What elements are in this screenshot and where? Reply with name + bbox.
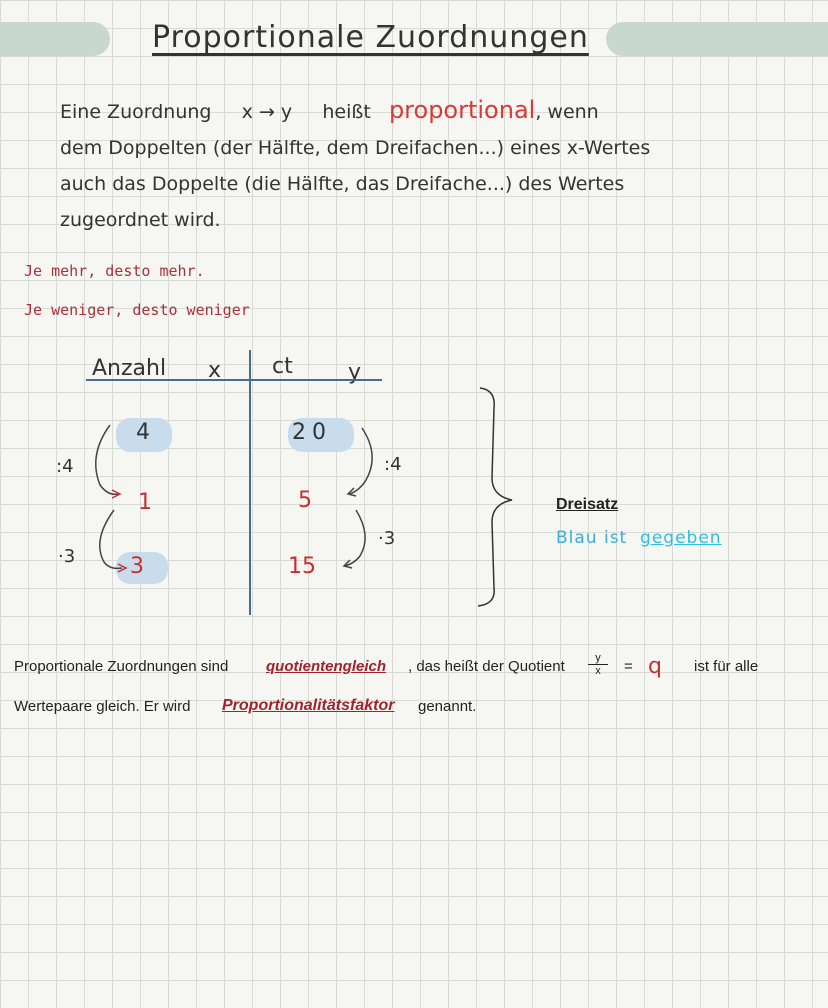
mapping-notation: x → y: [241, 101, 293, 123]
left-op-multiply: ·3: [58, 546, 76, 567]
blau-note: [556, 528, 722, 548]
right-op-multiply: ·3: [378, 528, 396, 549]
x-value-2: 1: [138, 490, 152, 515]
equals-sign: =: [624, 658, 633, 675]
statement-text-1: Proportionale Zuordnungen sind: [14, 658, 229, 675]
header-y-var: y: [348, 360, 362, 385]
x-value-1: 4: [136, 420, 150, 445]
right-op-divide: :4: [384, 454, 402, 475]
definition-text: heißt: [322, 101, 371, 123]
statement-text-2: , das heißt der Quotient: [408, 658, 565, 675]
page-title: Proportionale Zuordnungen: [152, 20, 589, 55]
fraction-numerator: y: [595, 652, 601, 664]
definition-text: , wenn: [535, 101, 599, 123]
quotient-fraction: [588, 652, 608, 677]
keyword-proportional: proportional: [388, 96, 536, 124]
x-value-3: 3: [130, 554, 144, 579]
blau-prefix: Blau ist: [556, 528, 628, 548]
statement-text-3: ist für alle: [694, 658, 759, 675]
definition-text: Eine Zuordnung: [60, 101, 212, 123]
definition-line-3: auch das Doppelte (die Hälfte, das Dreifache...) des Wertes: [60, 173, 625, 195]
keyword-quotientengleich: quotientengleich: [266, 658, 386, 675]
header-x-var: x: [208, 358, 222, 383]
y-value-3: 15: [288, 554, 316, 579]
definition-line-4: zugeordnet wird.: [60, 209, 221, 231]
note-more: Je mehr, desto mehr.: [24, 262, 205, 280]
definition-line-2: dem Doppelten (der Hälfte, dem Dreifachen...) eines x-Wertes: [60, 137, 651, 159]
y-value-1: 20: [292, 420, 332, 445]
dreisatz-label: Dreisatz: [556, 496, 619, 513]
header-y-label: ct: [272, 354, 293, 379]
note-less: Je weniger, desto weniger: [24, 301, 250, 319]
factor-q: q: [648, 654, 662, 679]
statement-text-4: Wertepaare gleich. Er wird: [14, 698, 191, 715]
left-op-divide: :4: [56, 456, 74, 477]
header-x-label: Anzahl: [92, 356, 167, 381]
blau-word: gegeben: [640, 528, 722, 548]
y-value-2: 5: [298, 488, 312, 513]
statement-text-5: genannt.: [418, 698, 477, 715]
fraction-denominator: x: [588, 664, 608, 677]
keyword-proportionalitaetsfaktor: Proportionalitätsfaktor: [222, 697, 395, 714]
